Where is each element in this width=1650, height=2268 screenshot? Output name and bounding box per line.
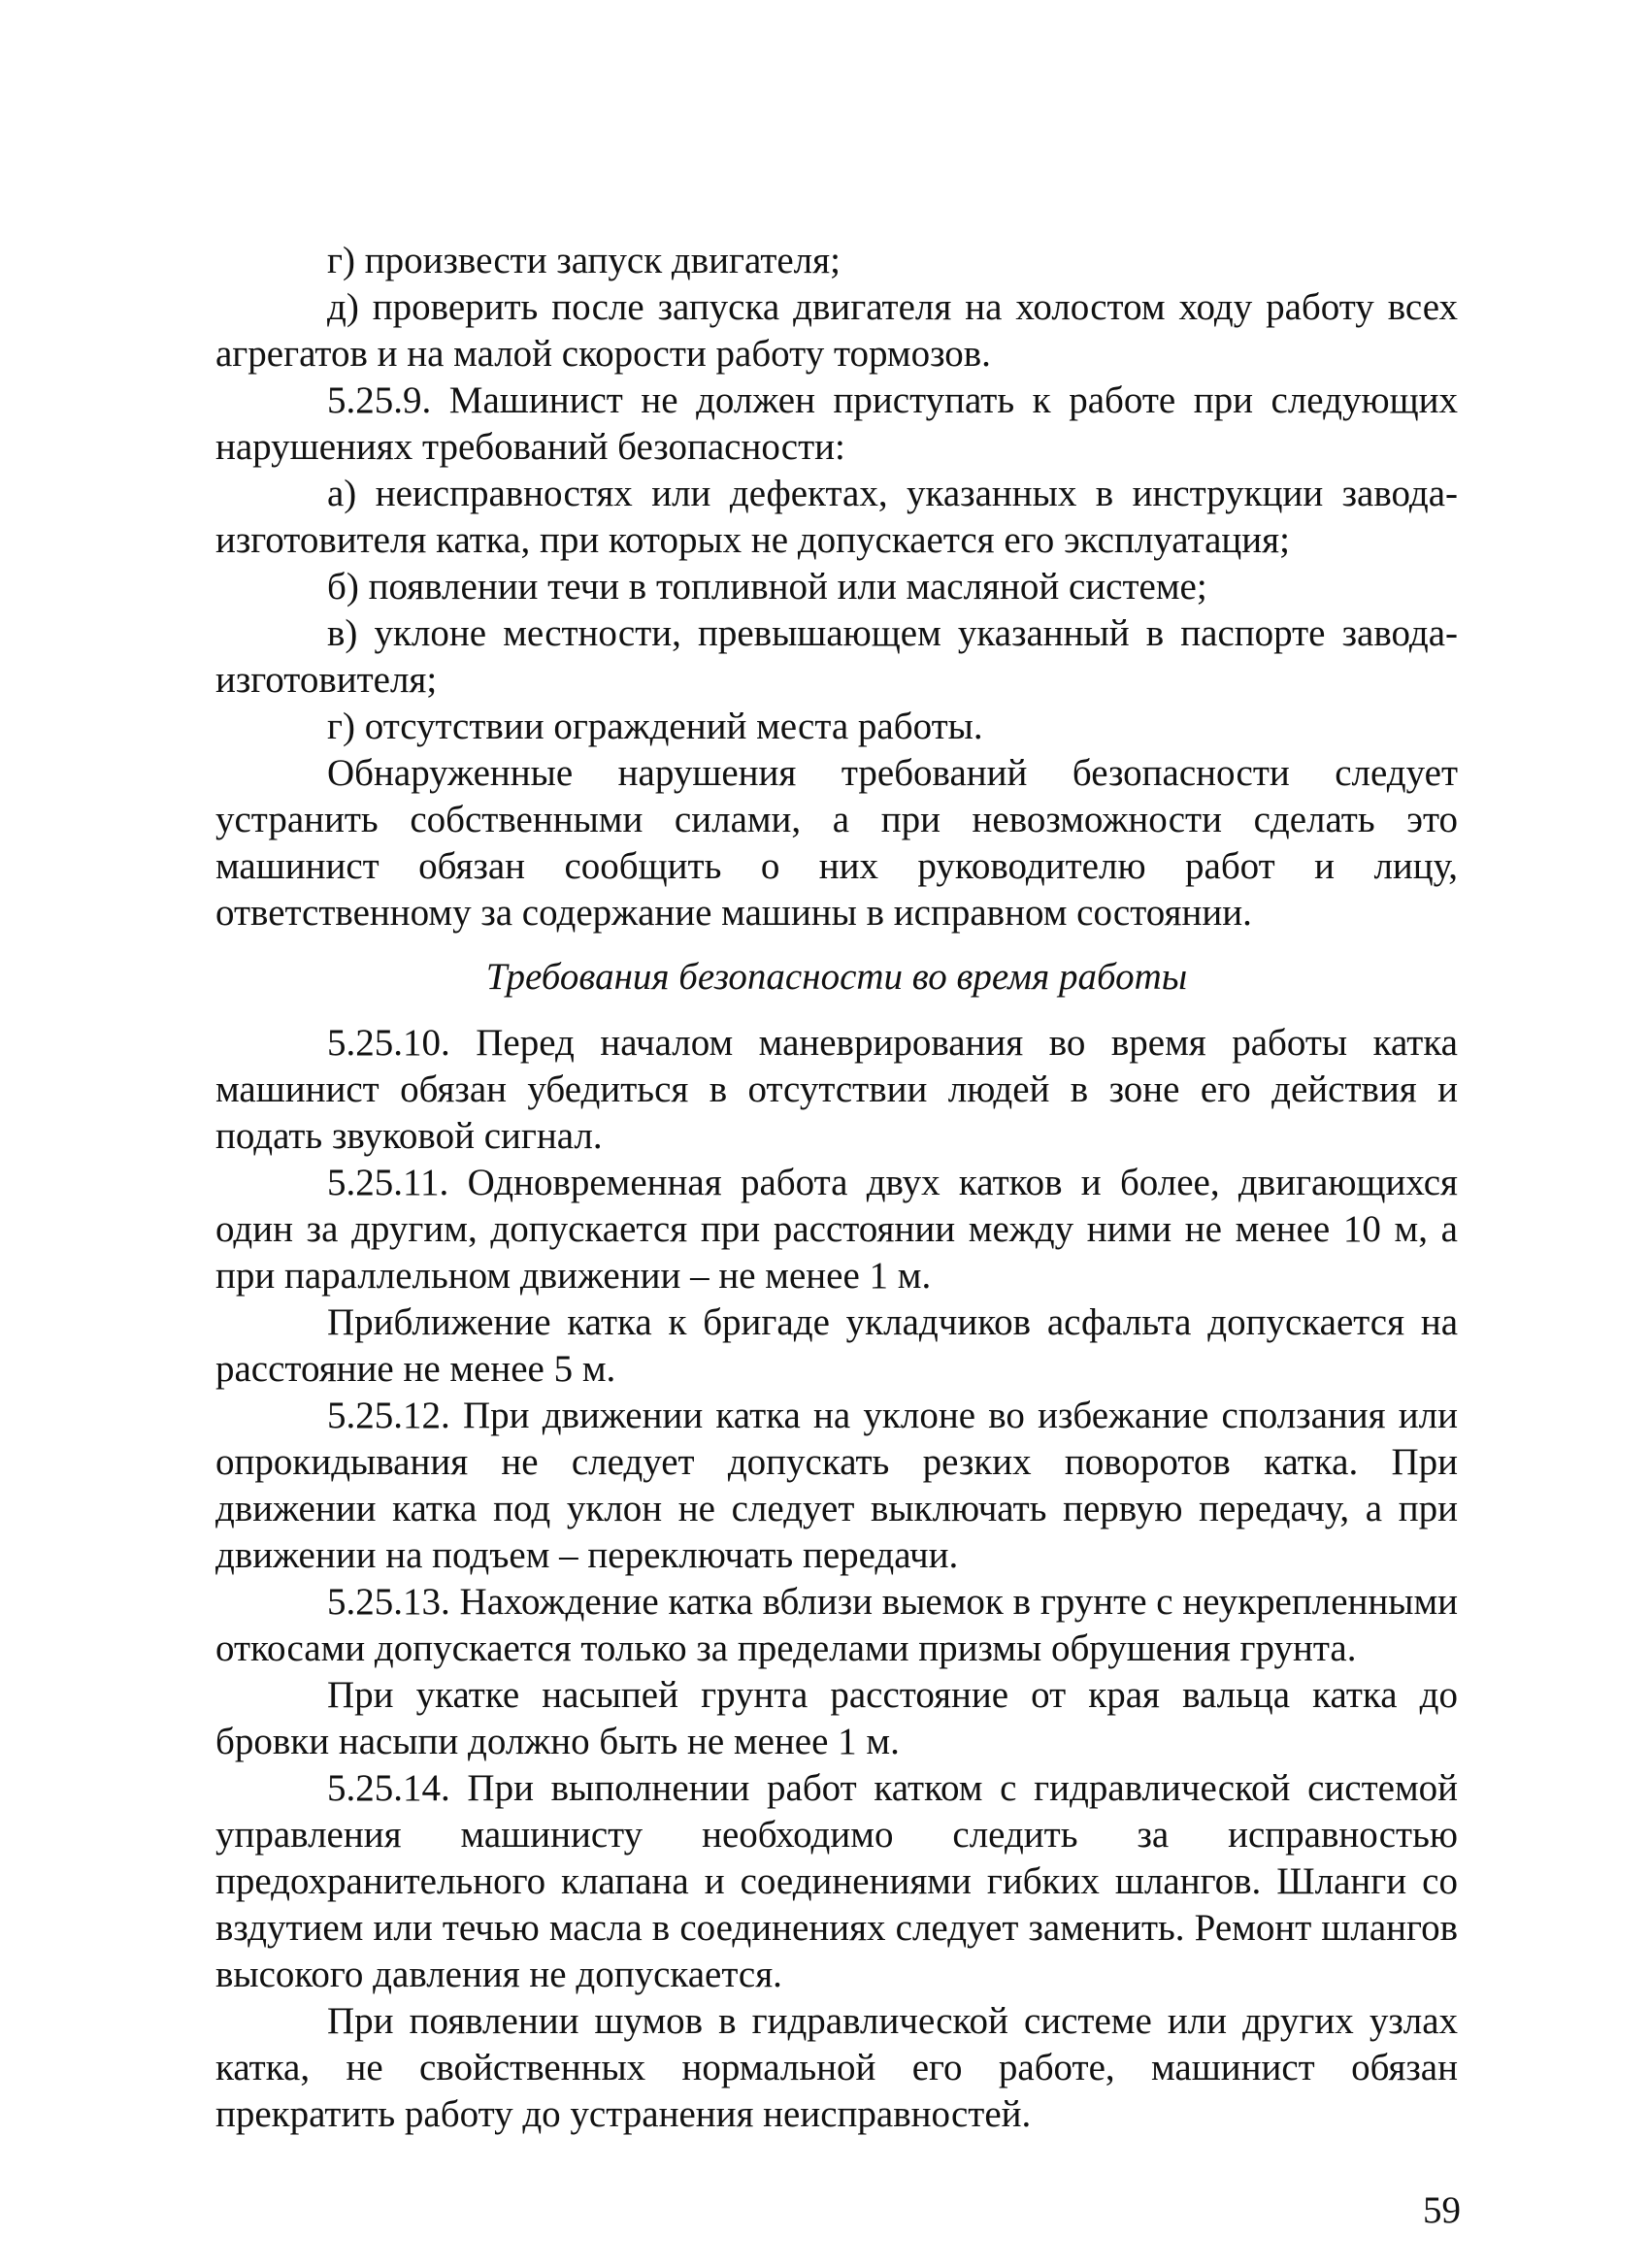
paragraph-5-25-10: 5.25.10. Перед началом маневрирования во время работы катка машинист обязан убедиться в отсутствии людей в зоне его действия и подать звуковой сигнал. <box>215 1022 1458 1157</box>
paragraph-asphalt-crew-distance: Приближение катка к бригаде укладчиков асфальта допускается на расстояние не менее 5 м. <box>215 1301 1458 1390</box>
paragraph-5-25-11: 5.25.11. Одновременная работа двух катков и более, двигающихся один за другим, допускается при расстоянии между ними не менее 10 м, а при параллельном движении – не менее 1 м. <box>215 1162 1458 1297</box>
paragraph-item-v-slope: в) уклоне местности, превышающем указанный в паспорте завода-изготовителя; <box>215 612 1458 701</box>
paragraph-5-25-14: 5.25.14. При выполнении работ катком с гидравлической системой управления машинисту необходимо следить за исправностью предохранительного клапана и соединениями гибких шлангов. Шланги со вздутием или течью масла в соединениях следует заменить. Ремонт шлангов высокого давления не допускается. <box>215 1767 1458 1995</box>
paragraph-item-a-defects: а) неисправностях или дефектах, указанных в инструкции завода-изготовителя катка, при которых не допускается его эксплуатация; <box>215 473 1458 561</box>
paragraph-item-b-leak: б) появлении течи в топливной или масляной системе; <box>327 566 1207 608</box>
paragraph-5-25-9: 5.25.9. Машинист не должен приступать к работе при следующих нарушениях требований безопасности: <box>215 379 1458 468</box>
paragraph-item-g-fencing: г) отсутствии ограждений места работы. <box>327 706 983 747</box>
paragraph-5-25-13: 5.25.13. Нахождение катка вблизи выемок в грунте с неукрепленными откосами допускается только за пределами призмы обрушения грунта. <box>215 1581 1458 1669</box>
document-page <box>215 238 1458 2138</box>
paragraph-violations-remedy: Обнаруженные нарушения требований безопасности следует устранить собственными силами, а при невозможности сделать это машинист обязан сообщить о них руководителю работ и лицу, ответственному за содержание машины в исправном состоянии. <box>215 752 1458 934</box>
page-number: 59 <box>1423 2189 1461 2231</box>
paragraph-5-25-12: 5.25.12. При движении катка на уклоне во избежание сползания или опрокидывания не следует допускать резких поворотов катка. При движении катка под уклон не следует выключать первую передачу, а при движении на подъем – переключать передачи. <box>215 1395 1458 1576</box>
paragraph-hydraulic-noise: При появлении шумов в гидравлической системе или других узлах катка, не свойственных нормальной его работе, машинист обязан прекратить работу до устранения неисправностей. <box>215 2000 1458 2135</box>
paragraph-item-d-check-units: д) проверить после запуска двигателя на холостом ходу работу всех агрегатов и на малой скорости работу тормозов. <box>215 286 1458 375</box>
section-heading: Требования безопасности во время работы <box>485 956 1188 998</box>
paragraph-item-g-engine-start: г) произвести запуск двигателя; <box>327 240 841 281</box>
paragraph-embankment-distance: При укатке насыпей грунта расстояние от края вальца катка до бровки насыпи должно быть не менее 1 м. <box>215 1674 1458 1762</box>
